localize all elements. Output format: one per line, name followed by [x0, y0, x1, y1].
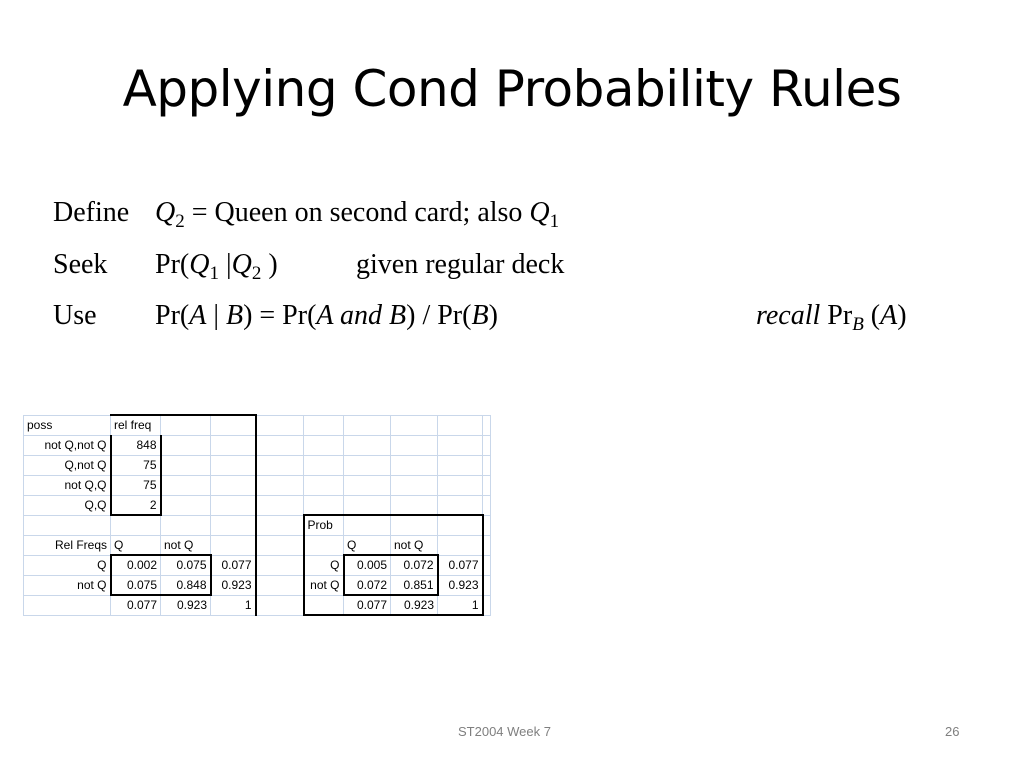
table-cell	[391, 415, 438, 435]
table-cell	[211, 435, 256, 455]
use-bar: |	[206, 300, 226, 331]
define-text: = Queen on second card; also	[191, 197, 530, 228]
table-row	[24, 515, 491, 535]
table-cell: 0.077	[211, 555, 256, 575]
table-cell: not Q,Q	[24, 475, 111, 495]
use-a1: A	[189, 300, 207, 331]
seek-label: Seek	[53, 249, 108, 280]
table-cell	[391, 475, 438, 495]
table-cell: 0.005	[344, 555, 391, 575]
table-cell	[304, 595, 344, 615]
recall-paren-close: )	[897, 300, 907, 331]
table-cell	[161, 435, 211, 455]
table-cell: rel freq	[111, 415, 161, 435]
table-cell	[161, 495, 211, 515]
table-cell	[344, 415, 391, 435]
seek-pr-open: Pr(	[155, 249, 190, 280]
table-cell	[256, 535, 304, 555]
table-cell	[161, 415, 211, 435]
table-cell: Q	[304, 555, 344, 575]
table-cell	[391, 515, 438, 535]
table-cell: 2	[111, 495, 161, 515]
table-cell	[211, 515, 256, 535]
table-cell: 0.077	[344, 595, 391, 615]
table-cell	[256, 575, 304, 595]
table-cell: 0.848	[161, 575, 211, 595]
table-cell: poss	[24, 415, 111, 435]
table-cell	[256, 475, 304, 495]
table-row	[24, 415, 491, 435]
footer-course-label: ST2004 Week 7	[458, 724, 551, 739]
use-expression	[155, 300, 498, 332]
seek-q1-subscript: 1	[209, 263, 219, 284]
table-cell	[304, 535, 344, 555]
define-q1-subscript: 1	[549, 211, 560, 232]
table-cell: not Q	[391, 535, 438, 555]
table-cell	[391, 495, 438, 515]
use-b3: B	[471, 300, 489, 331]
table-cell: 75	[111, 455, 161, 475]
table-row	[24, 475, 491, 495]
use-a2: A	[316, 300, 334, 331]
table-cell	[256, 415, 304, 435]
table-cell	[438, 495, 483, 515]
table-row	[24, 535, 491, 555]
table-cell	[256, 455, 304, 475]
table-cell	[256, 515, 304, 535]
seek-q2-symbol: Q	[231, 249, 252, 280]
seek-q1-symbol: Q	[189, 249, 210, 280]
table-cell	[344, 435, 391, 455]
table-cell: not Q	[161, 535, 211, 555]
table-cell: 0.072	[344, 575, 391, 595]
table-cell: 0.072	[391, 555, 438, 575]
recall-word: recall	[756, 300, 821, 331]
seek-note: given regular deck	[356, 249, 565, 280]
table-cell	[211, 455, 256, 475]
table-cell: 0.075	[161, 555, 211, 575]
table-cell	[438, 415, 483, 435]
table-cell: 0.923	[438, 575, 483, 595]
table-cell: Q	[344, 535, 391, 555]
use-label: Use	[53, 300, 97, 331]
table-cell	[391, 455, 438, 475]
table-cell	[438, 515, 483, 535]
table-cell: 0.851	[391, 575, 438, 595]
table-cell: 0.077	[438, 555, 483, 575]
table-cell	[438, 435, 483, 455]
table-cell	[483, 515, 491, 535]
use-pr1: Pr(	[155, 300, 190, 331]
table-cell	[483, 575, 491, 595]
table-cell	[161, 475, 211, 495]
table-cell: Prob	[304, 515, 344, 535]
table-cell: not Q,not Q	[24, 435, 111, 455]
define-expression	[155, 197, 560, 232]
table-cell	[483, 555, 491, 575]
use-b2: B	[389, 300, 407, 331]
recall-paren-open: (	[863, 300, 881, 331]
recall-subscript-b: B	[852, 314, 864, 335]
table-cell: 0.002	[111, 555, 161, 575]
table-cell	[483, 535, 491, 555]
table-cell	[438, 535, 483, 555]
table-cell	[438, 475, 483, 495]
table-cell	[256, 555, 304, 575]
table-cell: Q	[111, 535, 161, 555]
table-cell: 1	[211, 595, 256, 615]
table-row	[24, 555, 491, 575]
table-cell	[256, 595, 304, 615]
table-cell	[391, 435, 438, 455]
table-cell	[344, 495, 391, 515]
table-cell	[24, 515, 111, 535]
table-cell: 0.077	[111, 595, 161, 615]
slide-title: Applying Cond Probability Rules	[122, 60, 902, 118]
spreadsheet-table	[23, 414, 491, 616]
table-cell: 848	[111, 435, 161, 455]
table-cell: Q,not Q	[24, 455, 111, 475]
seek-close: )	[261, 249, 278, 280]
table-cell	[483, 495, 491, 515]
use-end: )	[488, 300, 498, 331]
table-row	[24, 575, 491, 595]
table-cell	[483, 435, 491, 455]
define-q1-symbol: Q	[529, 197, 550, 228]
seek-expression	[155, 249, 278, 284]
table-cell: Q	[24, 555, 111, 575]
recall-expression	[756, 300, 907, 335]
table-cell	[211, 495, 256, 515]
table-cell	[24, 595, 111, 615]
table-cell: 0.923	[211, 575, 256, 595]
seek-q2-subscript: 2	[251, 263, 262, 284]
table-row	[24, 595, 491, 615]
table-cell	[304, 455, 344, 475]
table-cell	[483, 415, 491, 435]
seek-bar: |	[218, 249, 232, 280]
table-cell	[211, 475, 256, 495]
table-cell: not Q	[24, 575, 111, 595]
table-cell	[483, 595, 491, 615]
table-cell	[111, 515, 161, 535]
table-cell: 0.923	[391, 595, 438, 615]
table-cell: 0.075	[111, 575, 161, 595]
table-cell	[211, 415, 256, 435]
recall-a: A	[880, 300, 898, 331]
recall-pr: Pr	[820, 300, 853, 331]
table-cell: Q,Q	[24, 495, 111, 515]
table-cell	[438, 455, 483, 475]
table-cell	[304, 435, 344, 455]
table-cell	[304, 415, 344, 435]
define-label: Define	[53, 197, 130, 228]
table-cell: 1	[438, 595, 483, 615]
table-cell	[344, 515, 391, 535]
table-cell	[304, 495, 344, 515]
use-and: and	[333, 300, 390, 331]
table-row	[24, 495, 491, 515]
table-cell	[483, 475, 491, 495]
use-div: ) / Pr(	[406, 300, 472, 331]
page-number: 26	[945, 724, 960, 739]
table-cell	[211, 535, 256, 555]
table-cell	[256, 495, 304, 515]
table-cell: Rel Freqs	[24, 535, 111, 555]
table-row	[24, 435, 491, 455]
table-cell	[344, 475, 391, 495]
table-cell: 0.923	[161, 595, 211, 615]
table-cell	[161, 515, 211, 535]
table-cell: 75	[111, 475, 161, 495]
use-b1: B	[225, 300, 244, 331]
define-q2-subscript: 2	[175, 211, 185, 232]
table-cell: not Q	[304, 575, 344, 595]
table-cell	[344, 455, 391, 475]
table-cell	[256, 435, 304, 455]
use-eq: ) = Pr(	[243, 300, 317, 331]
table-cell	[161, 455, 211, 475]
table-row	[24, 455, 491, 475]
define-q2-symbol: Q	[155, 197, 176, 228]
table-cell	[483, 455, 491, 475]
table-cell	[304, 475, 344, 495]
